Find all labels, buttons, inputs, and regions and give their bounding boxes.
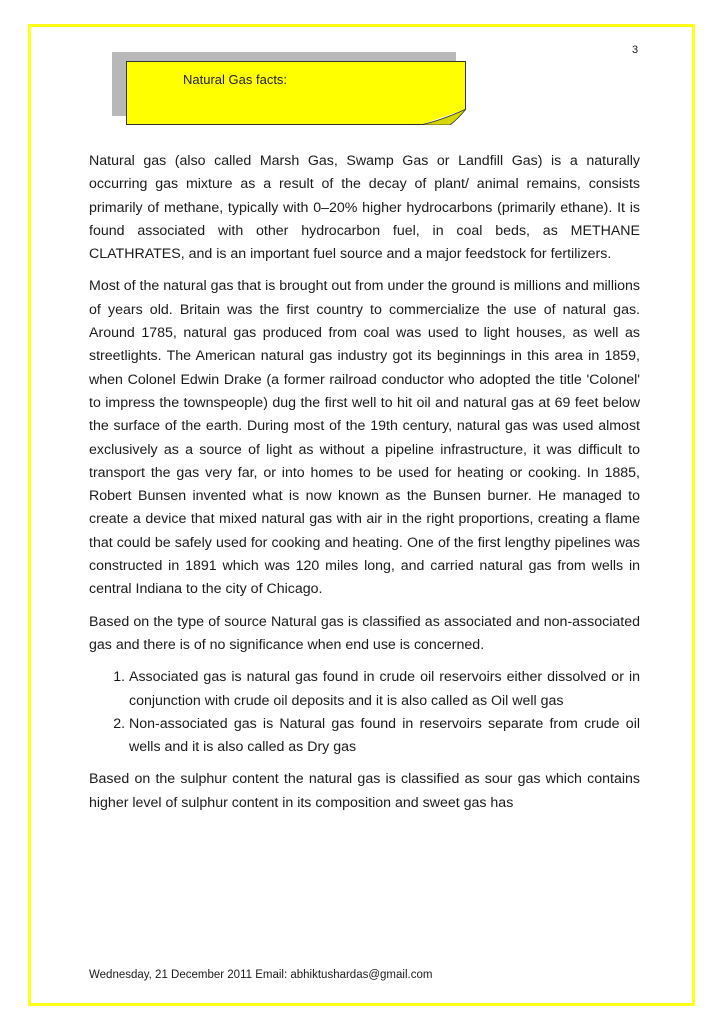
- paragraph-intro: Natural gas (also called Marsh Gas, Swamp Gas or Landfill Gas) is a naturally occurring gas mixture as a result of the decay of plant/ animal remains, consists primarily of methane, typically with 0–20% higher hydrocarbons (primarily ethane). It is found associated with other hydrocarbon fuel, in coal beds, as METHANE CLATHRATES, and is an important fuel source and a major feedstock for fertilizers.: [89, 153, 640, 263]
- page-number: 3: [632, 44, 639, 56]
- page-footer: Wednesday, 21 December 2011 Email: abhiktushardas@gmail.com: [89, 969, 433, 981]
- page-curl-icon: [420, 109, 466, 125]
- paragraph-history: Most of the natural gas that is brought out from under the ground is millions and millions of years old. Britain was the first country to commercialize the use of natural gas. Around 1785, natural gas produced from coal was used to light houses, as well as streetlights. The American natural gas industry got its beginnings in this area in 1859, when Colonel Edwin Drake (a former railroad conductor who adopted the title 'Colonel' to impress the townspeople) dug the first well to hit oil and natural gas at 69 feet below the surface of the earth. During most of the 19th century, natural gas was used almost exclusively as a source of light as without a pipeline infrastructure, it was difficult to transport the gas very far, or into homes to be used for heating or cooking. In 1885, Robert Bunsen invented what is now known as the Bunsen burner. He managed to create a device that mixed natural gas with air in the right proportions, creating a flame that could be safely used for cooking and heating. One of the first lengthy pipelines was constructed in 1891 which was 120 miles long, and carried natural gas from wells in central Indiana to the city of Chicago.: [89, 278, 640, 598]
- body-content: [89, 150, 640, 824]
- note-title: Natural Gas facts:: [183, 72, 288, 87]
- sticky-note: [126, 61, 466, 125]
- gas-type-list: [89, 666, 640, 759]
- paragraph-sulphur: Based on the sulphur content the natural gas is classified as sour gas which contains higher level of sulphur content in its composition and sweet gas has: [89, 771, 640, 811]
- list-item: 2. Non-associated gas is Natural gas found in reservoirs separate from crude oil wells and it is also called as Dry gas: [129, 713, 640, 760]
- paragraph-classification: Based on the type of source Natural gas is classified as associated and non-associated gas and there is of no significance when end use is concerned.: [89, 613, 640, 653]
- list-item: 1. Associated gas is natural gas found in crude oil reservoirs either dissolved or in conjunction with crude oil deposits and it is also called as Oil well gas: [129, 666, 640, 713]
